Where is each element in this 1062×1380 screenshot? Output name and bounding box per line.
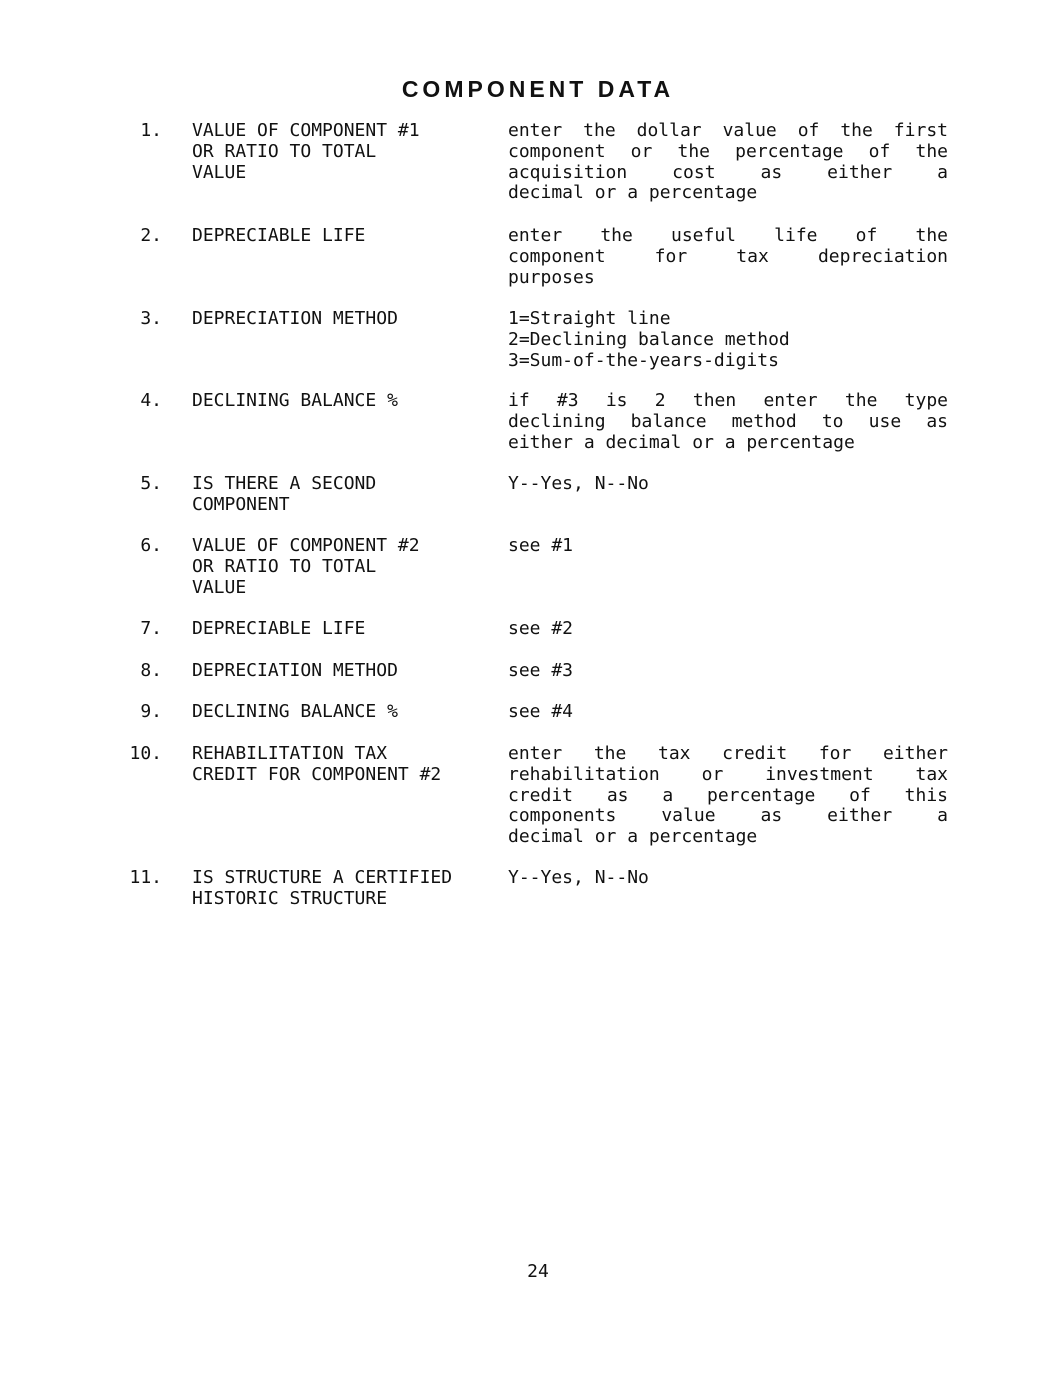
- description-line: enter the dollar value of the first: [508, 120, 948, 141]
- item-description: [508, 391, 948, 453]
- item-number: 11.: [129, 867, 162, 888]
- description-line: component or the percentage of the: [508, 140, 948, 162]
- item-description: [508, 474, 948, 495]
- item-number: 5.: [140, 473, 162, 494]
- description-line: 3=Sum-of-the-years-digits: [508, 349, 779, 371]
- description-line: enter the tax credit for either: [508, 743, 948, 764]
- item-label: IS STRUCTURE A CERTIFIED HISTORIC STRUCTURE: [192, 867, 453, 909]
- item-label: DEPRECIABLE LIFE: [192, 618, 366, 639]
- description-line: if #3 is 2 then enter the type: [508, 390, 948, 411]
- description-line: see #4: [508, 701, 574, 722]
- item-number: 4.: [140, 390, 162, 411]
- item-label: DEPRECIATION METHOD: [192, 660, 398, 681]
- item-description: [508, 309, 948, 371]
- item-number: 1.: [140, 120, 162, 141]
- item-description: [508, 661, 948, 682]
- description-line: enter the useful life of the: [508, 225, 948, 246]
- description-line: 1=Straight line: [508, 308, 671, 329]
- description-line: declining balance method to use as: [508, 410, 948, 432]
- description-line: components value as either a: [508, 805, 948, 827]
- item-label: IS THERE A SECOND COMPONENT: [192, 473, 377, 515]
- item-label: DECLINING BALANCE %: [192, 701, 398, 722]
- description-line: decimal or a percentage: [508, 182, 758, 204]
- item-number: 10.: [129, 743, 162, 764]
- item-description: [508, 868, 948, 889]
- item-number: 6.: [140, 535, 162, 556]
- description-line: acquisition cost as either a: [508, 161, 948, 183]
- description-line: credit as a percentage of this: [508, 784, 948, 806]
- description-line: rehabilitation or investment tax: [508, 763, 948, 785]
- description-line: see #2: [508, 618, 574, 639]
- page-number: 24: [527, 1261, 549, 1282]
- description-line: Y--Yes, N--No: [508, 473, 649, 494]
- item-description: [508, 619, 948, 640]
- description-line: purposes: [508, 266, 595, 288]
- item-label: DEPRECIATION METHOD: [192, 308, 398, 329]
- item-number: 9.: [140, 701, 162, 722]
- description-line: Y--Yes, N--No: [508, 867, 649, 888]
- item-number: 8.: [140, 660, 162, 681]
- description-line: either a decimal or a percentage: [508, 431, 855, 453]
- item-number: 2.: [140, 225, 162, 246]
- item-number: 7.: [140, 618, 162, 639]
- item-description: [508, 121, 948, 204]
- page-title: COMPONENT DATA: [401, 76, 675, 102]
- item-description: [508, 744, 948, 848]
- item-label: VALUE OF COMPONENT #1 OR RATIO TO TOTAL VALUE: [192, 120, 420, 183]
- description-line: see #1: [508, 535, 574, 556]
- description-line: decimal or a percentage: [508, 826, 758, 848]
- item-label: REHABILITATION TAX CREDIT FOR COMPONENT #2: [192, 743, 442, 785]
- item-label: DEPRECIABLE LIFE: [192, 225, 366, 246]
- item-number: 3.: [140, 308, 162, 329]
- description-line: 2=Declining balance method: [508, 328, 790, 350]
- item-label: VALUE OF COMPONENT #2 OR RATIO TO TOTAL VALUE: [192, 535, 420, 598]
- item-description: [508, 702, 948, 723]
- item-description: [508, 226, 948, 288]
- item-label: DECLINING BALANCE %: [192, 390, 398, 411]
- item-description: [508, 536, 948, 557]
- description-line: see #3: [508, 660, 574, 681]
- description-line: component for tax depreciation: [508, 245, 948, 267]
